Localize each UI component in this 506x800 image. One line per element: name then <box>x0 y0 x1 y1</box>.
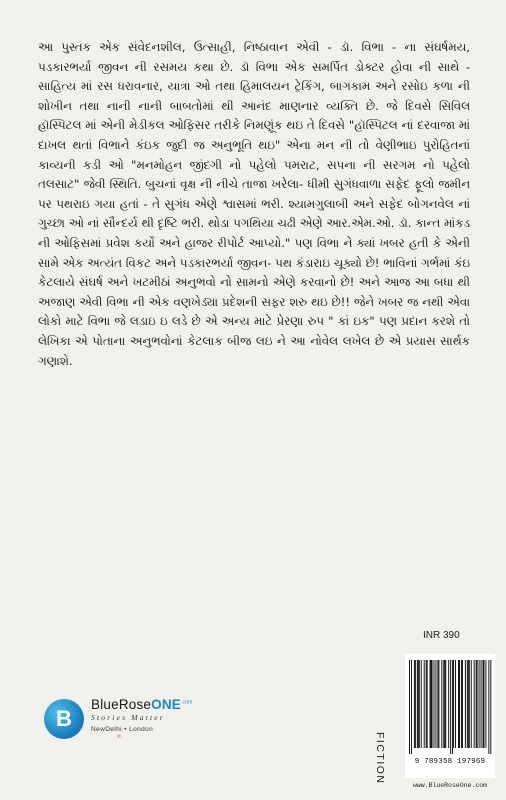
barcode-bar <box>431 660 432 748</box>
barcode-bar <box>409 660 410 754</box>
barcode-bar <box>469 660 470 748</box>
barcode-bar <box>485 660 486 748</box>
barcode-bar <box>437 660 438 748</box>
genre-label: FICTION <box>374 732 386 785</box>
barcode-bar <box>467 660 468 748</box>
barcode-bar <box>414 660 415 748</box>
barcode-bar <box>468 660 469 748</box>
barcode-bar <box>430 660 431 748</box>
barcode-bar <box>488 660 489 754</box>
barcode-bar <box>483 660 484 748</box>
barcode-bar <box>461 660 462 748</box>
barcode-bar <box>474 660 475 748</box>
publisher-tagline: Stories Matter <box>91 713 165 722</box>
barcode-bar <box>479 660 480 748</box>
publisher-text <box>91 697 193 740</box>
barcode-bar <box>421 660 422 748</box>
barcode-bar <box>438 660 439 748</box>
barcode-bar <box>490 660 491 754</box>
publisher-name-part2: ONE <box>151 697 181 712</box>
price-label: INR 390 <box>423 630 460 641</box>
barcode-bar <box>444 660 445 748</box>
barcode-bar <box>462 660 463 748</box>
publisher-cities: NewDelhi • London <box>91 726 154 733</box>
barcode-bar <box>418 660 419 748</box>
barcode-bar <box>448 660 449 748</box>
back-cover-blurb <box>38 38 470 371</box>
barcode-bar <box>453 660 454 748</box>
barcode-bar <box>441 660 442 748</box>
barcode-bar <box>455 660 456 748</box>
publisher-name-part1: BlueRose <box>91 697 152 712</box>
barcode-bar <box>432 660 433 748</box>
barcode-bar <box>443 660 444 748</box>
publisher-small-mark: ℗ <box>117 734 121 740</box>
barcode-bar <box>450 660 451 754</box>
publisher-website: www.BlueRoseOne.com <box>412 782 488 789</box>
publisher-name <box>91 697 193 712</box>
logo-letter: B <box>56 705 72 731</box>
barcode-bar <box>481 660 482 748</box>
barcode-bar <box>452 660 453 754</box>
barcode-bar <box>427 660 428 748</box>
barcode-bar <box>458 660 459 748</box>
publisher-logo <box>44 697 193 740</box>
barcode-bar <box>476 660 477 748</box>
blurb-paragraph: આ પુસ્તક એક સંવેદનશીલ, ઉત્સાહી, નિષ્ઠાવાન એવી - ડૉ. વિભા - ના સંઘર્ષમય, પડકારભર્યા જીવન ની રસમય કથા છે. ડૉ વિભા એક સમર્પિત ડોક્ટર હોવા ની સાથે - સાહિત્ય માં રસ ધરાવનાર, યાત્રા ઓ તથા હિમાલયન ટ્રેકિંગ, બાગકામ અને રસોઇ કળા ની શોખીન તથા નાની નાની બાબતોમાં થી આનંદ માણનાર વ્યક્તિ છે. જે દિવસે સિવિલ હૉસ્પિટલ માં એની મેડીકલ ઓફિસર તરીકે નિમણૂંક થઇ તે દિવસે "હૉસ્પિટલ નાં દરવાજા માં દાખલ થતાં વિભાને કંઇક જુદી જ અનુભૂતિ થઇ" એના મન ની તો વેણીભાઇ પુરોહિતનાં કાવ્યની કડી ઓ "મનમોહન જીંદગી નો પહેલો પમરાટ, સપના ની સરગમ નો પહેલો તલસાટ" જેવી સ્થિતિ. બુચનાં વૃક્ષ ની નીચે તાજા ખરેલા- ધીમી સુગંધવાળા સફેદ ફૂલો જમીન પર પથરાઇ ગયા હતાં - તે સુગંધ એણે શ્વાસમાં ભરી. શ્યામગુલાબી અને સફેદ બોગનવેલ નાં ગુચ્છા ઓ નાં સૌન્દર્ય થી દૃષ્ટિ ભરી. થોડા પગથિયા ચઢી એણે આર.એમ.ઓ. ડૉ. કાન્ત માંકડ ની ઓફિસમાં પ્રવેશ કર્યો અને હાજર રીપોર્ટ આપ્યો." પણ વિભા ને ક્યાં ખબર હતી કે એની સામે એક અત્યંત વિકટ અને પડકારભર્યા જીવન- પથ કંડારાઇ ચૂક્યો છે! ભાવિનાં ગર્ભમાં કંઇ કેટલાયે સંઘર્ષ અને ખટમીઠાં અનુભવો નો સામનો એણે કરવાનો છે! અને આજ આ બધા થી અજાણ એવી વિભા ની એક વણખેડ્યા પ્રદેશની સફર શરુ થઇ છે!! જેને ખબર જ નથી એવા લોકો માટે વિભા જે લડાઇ ઇ લડે છે એ અન્ય માટે પ્રેરણા રુપ " કાં ઇક" પણ પ્રદાન કરશે તો લેખિકા એ પોતાના અનુભવોનાં કેટલાક બીજ લઇ ને આ નોવેલ લખેલ છે એ પ્રયાસ સાર્થક ગણાશે. <box>38 40 470 368</box>
barcode-bar <box>426 660 427 748</box>
barcode-bar <box>411 660 412 754</box>
barcode-bar <box>483 660 484 748</box>
barcode-icon <box>405 654 495 758</box>
barcode-bar <box>465 660 466 748</box>
isbn-barcode <box>405 654 495 778</box>
barcode-bar <box>445 660 446 748</box>
barcode-bar <box>419 660 420 748</box>
isbn-number: 9 789358 197969 <box>414 758 486 766</box>
barcode-bar <box>435 660 436 748</box>
publisher-name-suffix: .com <box>181 699 193 706</box>
barcode-bar <box>417 660 418 748</box>
barcode-bar <box>424 660 425 748</box>
barcode-bar <box>477 660 478 748</box>
barcode-bar <box>471 660 472 748</box>
barcode-bar <box>415 660 416 748</box>
barcode-bar <box>459 660 460 748</box>
barcode-bar <box>434 660 435 748</box>
bluerose-logo-icon <box>44 699 84 739</box>
